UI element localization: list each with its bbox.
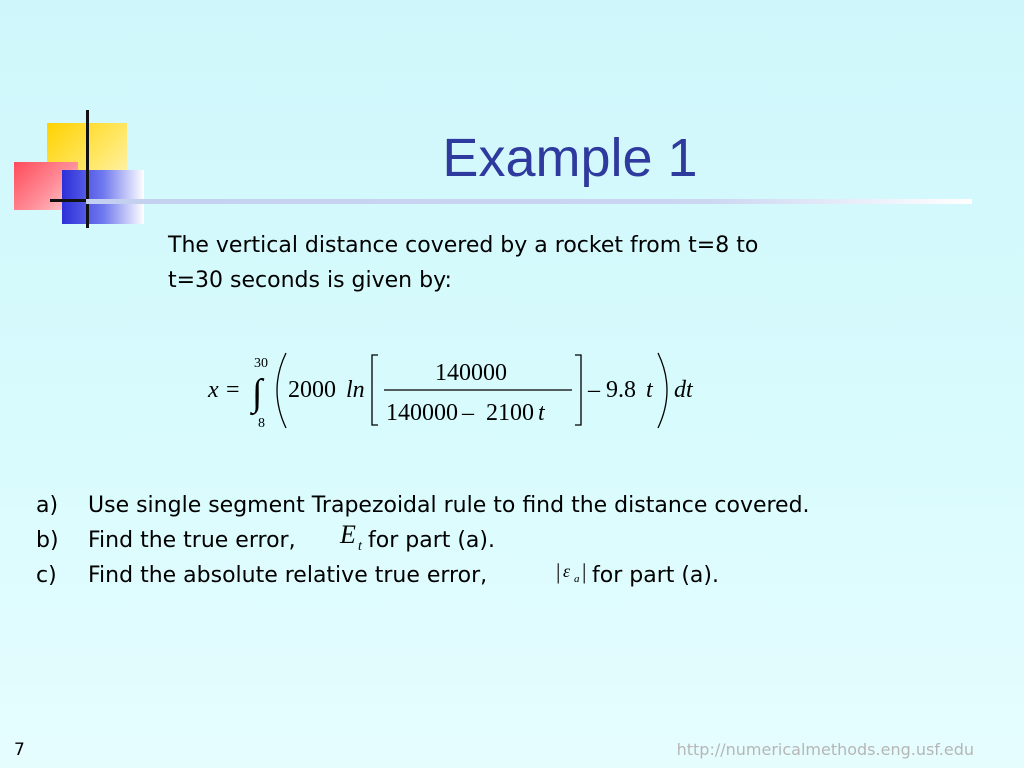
question-text: Use single segment Trapezoidal rule to find the distance covered. (88, 493, 810, 518)
constant-t: t (646, 377, 653, 403)
question-b (36, 520, 956, 558)
differential: dt (674, 377, 693, 403)
blue-square (62, 170, 144, 224)
denominator-a: 140000 (386, 400, 458, 426)
decorative-squares-logo (0, 0, 160, 240)
question-list (36, 488, 956, 593)
numerator: 140000 (435, 360, 507, 386)
intro-text (168, 228, 868, 298)
formula-lhs: x (208, 377, 219, 403)
relative-error-subscript: a (574, 573, 580, 585)
constant-term: – 9.8 (588, 377, 636, 403)
right-bracket (575, 355, 581, 425)
question-text-after: for part (a). (368, 528, 495, 553)
right-paren (658, 353, 667, 428)
ln-function: ln (346, 377, 365, 403)
intro-line-1: The vertical distance covered by a rocket from t=8 to (168, 233, 759, 258)
left-bracket (372, 355, 378, 425)
denominator-t: t (538, 400, 545, 426)
question-label: a) (36, 493, 59, 518)
denominator-b: 2100 (486, 400, 534, 426)
true-error-subscript: t (358, 539, 362, 554)
distance-formula (200, 345, 720, 440)
vertical-line (86, 110, 89, 228)
abs-bar-right: | (582, 559, 587, 584)
question-text-after: for part (a). (592, 563, 719, 588)
question-label: b) (36, 528, 59, 553)
title-underline (86, 199, 972, 204)
question-c (36, 558, 956, 593)
upper-limit: 30 (254, 356, 268, 371)
coefficient: 2000 (288, 377, 336, 403)
question-text-before: Find the absolute relative true error, (88, 563, 488, 588)
intro-line-2: t=30 seconds is given by: (168, 268, 452, 293)
integral-sign: ∫ (252, 372, 263, 414)
question-a (36, 488, 956, 523)
footer-url-link[interactable]: http://numericalmethods.eng.usf.edu (676, 740, 974, 759)
question-label: c) (36, 563, 57, 588)
true-error-symbol: E (340, 520, 356, 549)
slide-title: Example 1 (442, 128, 698, 188)
abs-bar-left: | (556, 559, 561, 584)
relative-error-symbol: ε (563, 561, 571, 581)
question-text-before: Find the true error, (88, 528, 296, 553)
denominator-minus: – (462, 400, 474, 426)
formula-equals: = (226, 377, 240, 403)
lower-limit: 8 (258, 416, 265, 431)
left-paren (277, 353, 286, 428)
page-number: 7 (14, 740, 25, 760)
